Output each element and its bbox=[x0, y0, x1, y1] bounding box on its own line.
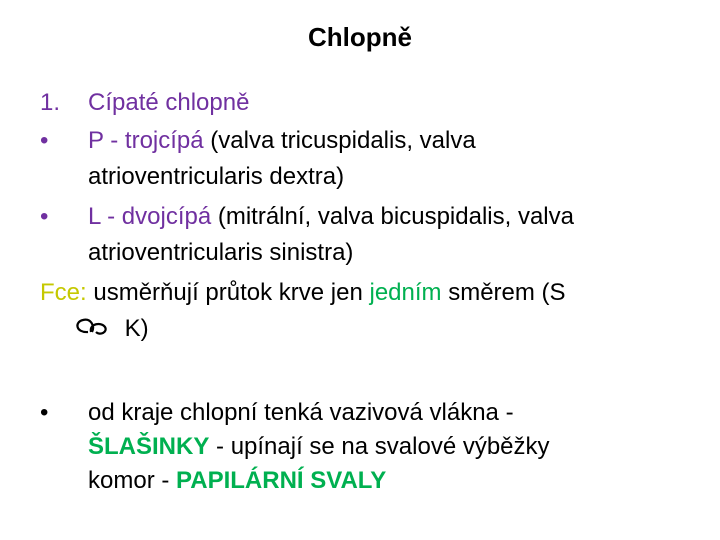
heading-number: 1. bbox=[40, 89, 61, 116]
mitral-term: L - dvojcípá bbox=[88, 203, 212, 230]
chordae-desc: - upínají se na svalové výběžky bbox=[209, 433, 550, 460]
function-text-end: směrem (S bbox=[441, 279, 566, 306]
bullet: • bbox=[40, 399, 49, 426]
tricuspid-desc-cont: atrioventricularis dextra) bbox=[88, 163, 345, 190]
slide-title: Chlopně bbox=[308, 22, 412, 52]
chordae-term: ŠLAŠINKY bbox=[88, 433, 210, 460]
function-line-cont bbox=[72, 314, 149, 344]
function-text: usměrňují průtok krve jen bbox=[86, 279, 370, 306]
tricuspid-term: P - trojcípá bbox=[88, 127, 204, 154]
function-highlight: jedním bbox=[369, 279, 442, 306]
heading-text: Cípaté chlopně bbox=[88, 89, 250, 116]
chordae-text: od kraje chlopní tenká vazivová vlákna - bbox=[88, 399, 514, 426]
list-item-chordae bbox=[40, 398, 514, 428]
list-item-mitral bbox=[40, 202, 574, 232]
list-item-tricuspid bbox=[40, 126, 476, 156]
chordae-line-2 bbox=[88, 432, 550, 462]
chordae-line-3 bbox=[88, 466, 386, 496]
papillary-term: PAPILÁRNÍ SVALY bbox=[176, 467, 387, 494]
tricuspid-desc: (valva tricuspidalis, valva bbox=[203, 127, 476, 154]
section-heading bbox=[40, 88, 249, 118]
mitral-desc: (mitrální, valva bicuspidalis, valva bbox=[211, 203, 574, 230]
bullet: • bbox=[40, 203, 49, 230]
bullet: • bbox=[40, 127, 49, 154]
function-end: K) bbox=[118, 315, 149, 342]
ligature-arrow-icon bbox=[72, 315, 118, 342]
function-label: Fce: bbox=[40, 279, 87, 306]
mitral-desc-cont: atrioventricularis sinistra) bbox=[88, 239, 354, 266]
chordae-desc-start: komor - bbox=[88, 467, 177, 494]
function-line bbox=[40, 278, 566, 308]
